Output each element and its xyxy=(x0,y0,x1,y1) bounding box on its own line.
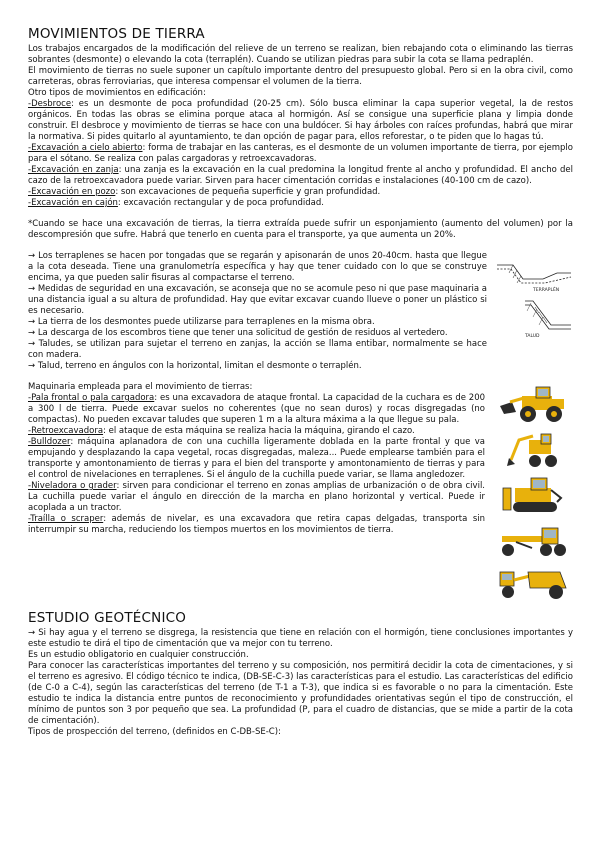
list-item xyxy=(28,165,573,187)
term: -Excavación en cajón xyxy=(28,198,118,208)
fig-label-terraplen: TERRAPLÉN xyxy=(533,288,560,293)
paragraph: Los trabajos encargados de la modificación del relieve de un terreno se realizan, bien rebajando cota o eliminando las tierras sobrantes (desmonte) o elevando la cota (terraplén). Cuando se utilizan piedras para subir la cota se llama pedraplén. xyxy=(28,44,573,65)
machines-intro: Maquinaria empleada para el movimiento de tierras: xyxy=(28,382,253,392)
bulldozer-icon xyxy=(501,476,565,516)
term: -Bulldozer xyxy=(28,437,71,447)
list-item xyxy=(28,99,573,143)
term: -Niveladora o grader xyxy=(28,481,117,491)
page xyxy=(28,26,573,738)
list-item xyxy=(28,426,485,437)
definition: : forma de trabajar en las canteras, es el desmonte de un volumen importante de tierra, por ejemplo para el sótano. Se realiza con palas cargadoras y retroexcavadoras. xyxy=(28,143,573,164)
definition: : una zanja es la excavación en la cual predomina la longitud frente al ancho y profundidad. El ancho del cazo de la retroexcavadora puede variar. Sirven para hacer cimentación corridas e instalaciones (40-100 cm de cazo). xyxy=(28,165,573,186)
list-item xyxy=(28,198,573,209)
excavator-icon xyxy=(503,430,563,470)
list-item xyxy=(28,437,485,481)
definition: : además de nivelar, es una excavadora que retira capas delgadas, transporta sin interrumpir su marcha, reduciendo los tiempos muertos en los movimientos de tierra. xyxy=(28,514,486,535)
list-item xyxy=(28,143,573,165)
terrain-figure xyxy=(495,251,573,372)
section-title-movimientos: MOVIMIENTOS DE TIERRA xyxy=(28,26,205,42)
term: -Traílla o scraper xyxy=(28,514,104,524)
definition: : máquina aplanadora de con una cuchilla ligeramente doblada en la parte frontal y que va empujando y desplazando la capa vegetal, rocas disgregadas, maleza... Puede emplearse también para el transporte y amontonamiento de tierras y para el bien del transporte y amontonamiento de tierras y para el control de nivelaciones en terraplenes. Si el ángulo de la cuchilla puede variar, se llama angledozer. xyxy=(28,437,485,480)
term: -Excavación en pozo xyxy=(28,187,116,197)
definition: : es un desmonte de poca profundidad (20-25 cm). Sólo busca eliminar la capa superior vegetal, la de restos orgánicos. En todas las obras se elimina porque ataca al hormigón. Así se consigue una superficie plana y limpia donde construir. El desbroce y movimiento de tierras se hace con una buldócer. Si hay árboles con raíces profundas, habrá que mirar la normativa. Si pides quitarlo al ayuntamiento, te dan opción de pagar para, ellos reforestar, o te piden que lo hagas tú. xyxy=(28,99,573,142)
paragraph: Para conocer las características importantes del terreno y su composición, nos permitirá decidir la cota de cimentaciones, y si el terreno es agresivo. El código técnico te indica, (DB-SE-C-3) las características para el estudio. Las características del edificio (de C-0 a C-4), según las características del terreno (de T-1 a T-3), que indica si es favorable o no para la cimentación. Este estudio te indica la distancia entre puntos de reconocimiento y profundidades orientativas según el tipo de construcción, el mínimo de puntos son 3 por pequeño que sea. La profundidad (P, para el cuadro de distancias, que se mide a partir de la cota de cimentación). xyxy=(28,661,573,726)
list-item xyxy=(28,481,485,514)
term: -Desbroce xyxy=(28,99,72,109)
note-taludes: → Taludes, se utilizan para sujetar el terreno en zanjas, la acción se llama entibar, normalmente se hace con madera. xyxy=(28,339,487,360)
term: -Excavación a cielo abierto xyxy=(28,143,143,153)
section-title-estudio: ESTUDIO GEOTÉCNICO xyxy=(28,610,187,626)
paragraph: Es un estudio obligatorio en cualquier construcción. xyxy=(28,650,249,660)
term: -Retroexcavadora xyxy=(28,426,104,436)
wheel-loader-icon xyxy=(498,384,568,424)
machine-images xyxy=(493,382,573,600)
definition: : el ataque de esta máquina se realiza hacia la máquina, girando el cazo. xyxy=(103,426,415,436)
paragraph: Otro tipos de movimientos en edificación: xyxy=(28,88,206,98)
scraper-icon xyxy=(496,564,570,600)
term: -Excavación en zanja xyxy=(28,165,119,175)
definition: : son excavaciones de pequeña superficie y gran profundidad. xyxy=(115,187,381,197)
list-item xyxy=(28,187,573,198)
term: -Pala frontal o pala cargadora xyxy=(28,393,155,403)
note-desmontes: → La tierra de los desmontes puede utilizarse para terraplenes en la misma obra. xyxy=(28,317,375,327)
machines-block xyxy=(28,382,573,600)
paragraph: El movimiento de tierras no suele suponer un capítulo importante dentro del presupuesto global. Pero si en la obra civil, como carreteras, obras ferroviarias, que interesa compensar el volumen de la tierra. xyxy=(28,66,573,87)
note-talud: → Talud, terreno en ángulos con la horizontal, limitan el desmonte o terraplén. xyxy=(28,361,362,371)
note-seguridad: → Medidas de seguridad en una excavación, se aconseja que no se acomule peso ni que pase maquinaria a una distancia igual a su altura de profundidad. Hay que evitar excavar cuando llueve o poner un plástico si es necesario. xyxy=(28,284,487,316)
list-item xyxy=(28,393,485,426)
grader-icon xyxy=(498,522,568,558)
notes-block xyxy=(28,251,573,372)
list-item xyxy=(28,514,485,536)
slope-diagram xyxy=(495,251,573,343)
paragraph: Tipos de prospección del terreno, (definidos en C-DB-SE-C): xyxy=(28,727,281,737)
fig-label-talud: TALUD xyxy=(525,334,540,339)
paragraph: → Si hay agua y el terreno se disgrega, la resistencia que tiene en relación con el hormigón, tiene conclusiones importantes y este estudio te dirá el tipo de cimentación que va mejor con tu terreno. xyxy=(28,628,573,649)
note-terraplenes: → Los terraplenes se hacen por tongadas que se regarán y apisonarán de unos 20-40cm. hasta que llegue a la cota deseada. Tiene una granulometría específica y hay que tener cuidado con lo que se construye encima, ya que pueden salir fisuras al compactarse el terreno. xyxy=(28,251,487,283)
esponjamiento-note: *Cuando se hace una excavación de tierras, la tierra extraída puede sufrir un esponjamiento (aumento del volumen) por la descompresión que sufre. Habrá que tenerlo en cuenta para el transporte, ya que aumenta un 20%. xyxy=(28,219,573,240)
definition: : excavación rectangular y de poca profundidad. xyxy=(117,198,324,208)
definition: : sirven para condicionar el terreno en zonas amplias de urbanización o de obra civil. La cuchilla puede variar el ángulo en dirección de la marcha en plano horizontal y vertical. Puede ir acoplada a un tractor. xyxy=(28,481,486,513)
definition: : es una excavadora de ataque frontal. La capacidad de la cuchara es de 200 a 300 l de tierra. Puede excavar suelos no coherentes (que no sean duros) y rocas disgregadas (no compactas). No pueden excavar taludes que superen 1 m a la altura máxima a la que llegue su pala. xyxy=(28,393,486,425)
note-escombros: → La descarga de los escombros tiene que tener una solicitud de gestión de residuos al vertedero. xyxy=(28,328,448,338)
